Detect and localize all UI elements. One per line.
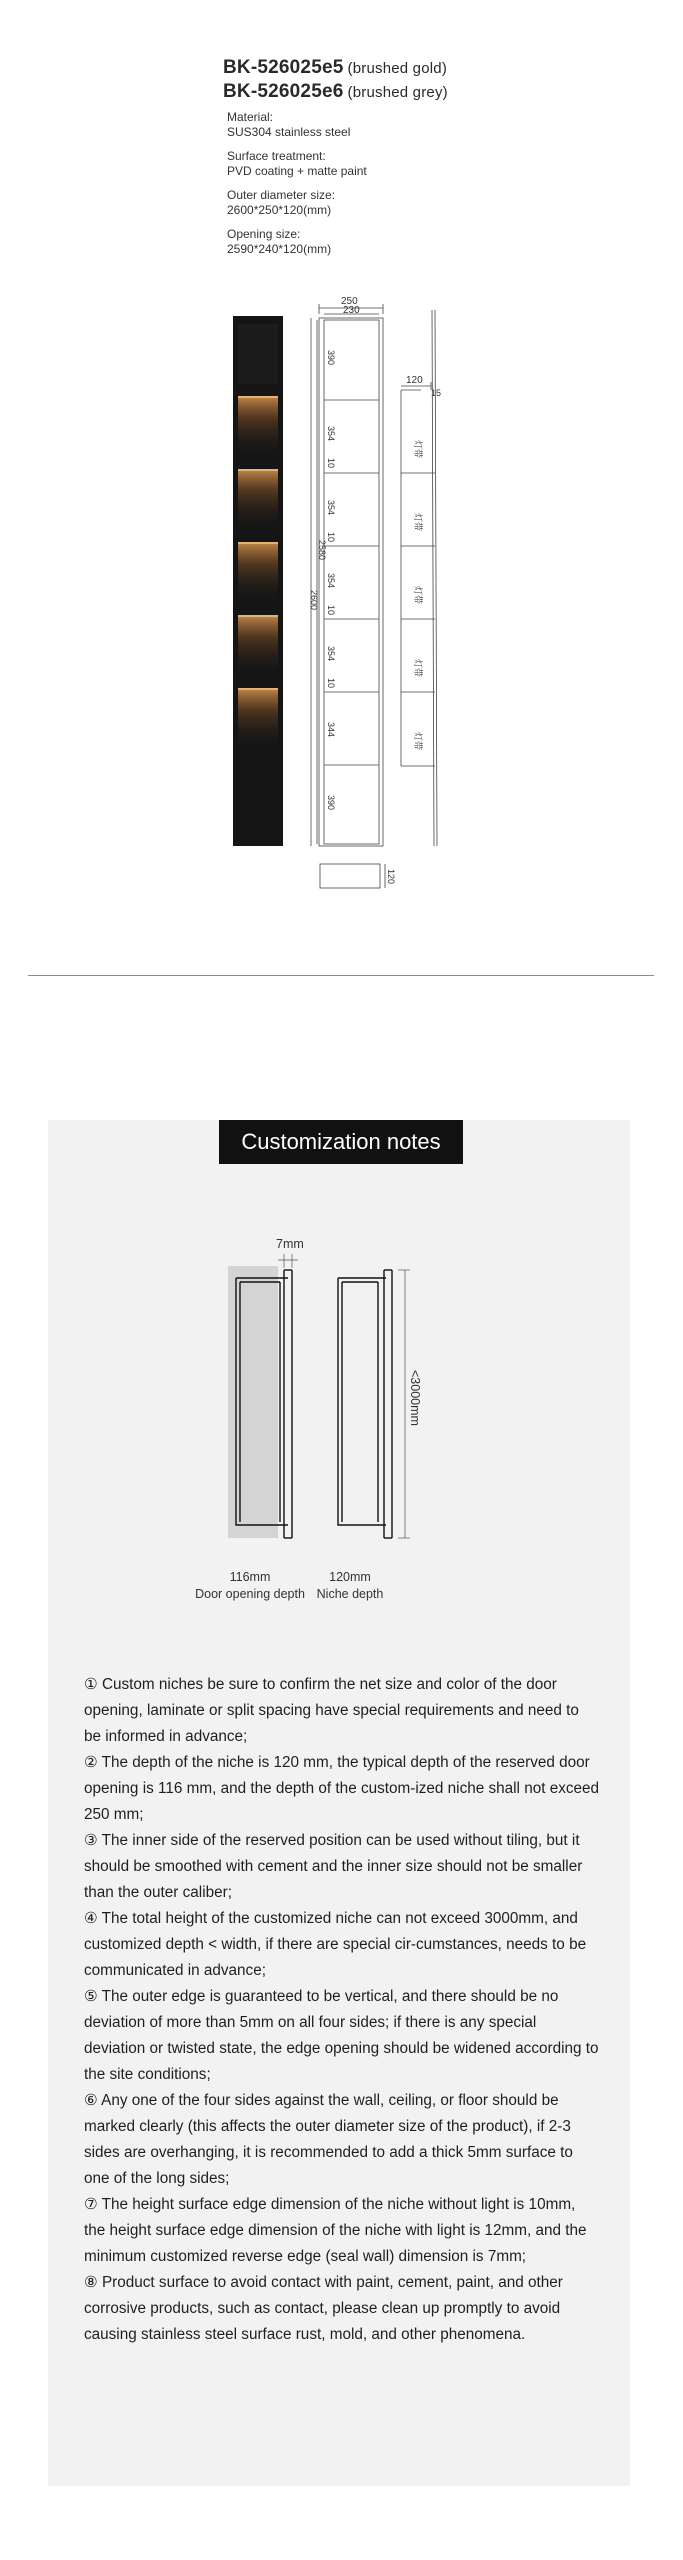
model-finish: (brushed grey) — [347, 84, 448, 101]
spec-material — [227, 110, 543, 140]
spec-list — [227, 110, 543, 257]
dim-segment: 354 — [326, 500, 336, 516]
note-item: ② The depth of the niche is 120 mm, the typical depth of the reserved door opening is 116 mm, and the depth of the custom-ized niche shall not exceed 250 mm; — [84, 1754, 600, 1823]
dim-segment: 354 — [326, 646, 336, 662]
niche-photo — [233, 316, 283, 846]
model-line — [223, 80, 543, 104]
depth-diagram — [198, 1220, 422, 1540]
spec-label: Material: — [227, 110, 274, 124]
dim-segment: 10 — [326, 605, 336, 616]
note-item: ① Custom niches be sure to confirm the net size and color of the door opening, laminate or split spacing have special requirements and need to be informed in advance; — [84, 1676, 579, 1745]
bottom-plan — [320, 864, 385, 888]
notes-title: Customization notes — [219, 1120, 463, 1164]
lamp-label: 灯带 — [413, 732, 423, 751]
niche-depth-value: 120mm — [329, 1570, 371, 1584]
dim-inner-height: 2580 — [317, 540, 327, 561]
technical-drawing — [225, 290, 465, 900]
note-item: ⑤ The outer edge is guaranteed to be vertical, and there should be no deviation of more than 5mm on all four sides; if there is any special deviation or twisted state, the edge opening should be widened according to the site conditions; — [84, 1988, 599, 2083]
dim-side-depth: 120 — [406, 375, 423, 386]
note-item: ⑦ The height surface edge dimension of the niche without light is 10mm, the height surface edge dimension of the niche with light is 12mm, and the minimum customized reverse edge (seal wall) dimension is 7mm; — [84, 2196, 587, 2265]
dim-side-edge: 15 — [431, 388, 442, 398]
dim-top-outer: 250 — [341, 296, 358, 307]
edge-dimension-label: 7mm — [276, 1237, 304, 1251]
dim-top-inner: 230 — [343, 305, 360, 316]
dim-segment: 390 — [326, 795, 336, 811]
product-header — [223, 56, 543, 266]
lamp-labels — [413, 440, 424, 750]
front-elevation — [311, 304, 383, 846]
dim-segment: 344 — [326, 722, 336, 738]
niche-depth-caption: Niche depth — [316, 1587, 384, 1601]
model-finish: (brushed gold) — [347, 60, 448, 77]
right-niche-outline — [338, 1278, 386, 1525]
note-item: ⑧ Product surface to avoid contact with paint, cement, paint, and other corrosive products, such as contact, please clean up promptly to avoid causing stainless steel surface rust, mold, and other phenomena. — [84, 2274, 563, 2343]
lamp-label: 灯带 — [413, 586, 423, 605]
notes-list — [84, 1672, 600, 2348]
door-depth-caption: Door opening depth — [195, 1587, 305, 1601]
model-code: BK-526025e6 — [223, 81, 344, 102]
dim-overall-height: 2600 — [309, 590, 319, 611]
dim-segment: 390 — [326, 350, 336, 366]
note-item: ③ The inner side of the reserved position can be used without tiling, but it should be smoothed with cement and the inner size should not be smaller than the outer caliber; — [84, 1832, 583, 1901]
lamp-label: 灯带 — [413, 659, 423, 678]
spec-outer-size — [227, 188, 543, 218]
lamp-label: 灯带 — [413, 513, 423, 532]
segment-dimensions — [326, 350, 336, 810]
spec-value: PVD coating + matte paint — [227, 164, 367, 178]
door-depth-value: 116mm — [229, 1570, 271, 1584]
dim-segment: 354 — [326, 573, 336, 589]
note-item: ⑥ Any one of the four sides against the wall, ceiling, or floor should be marked clearly (this affects the outer diameter size of the product), if 2-3 sides are overhanging, it is recommended to add a thick 5mm surface to one of the long sides; — [84, 2092, 573, 2187]
spec-label: Outer diameter size: — [227, 188, 336, 202]
dim-bottom-depth: 120 — [386, 869, 396, 885]
spec-label: Surface treatment: — [227, 149, 326, 163]
model-code: BK-526025e5 — [223, 57, 344, 78]
spec-label: Opening size: — [227, 227, 301, 241]
dim-segment: 10 — [326, 678, 336, 689]
customization-panel — [48, 1120, 630, 2486]
spec-value: 2600*250*120(mm) — [227, 203, 332, 217]
model-line — [223, 56, 543, 80]
dim-segment: 354 — [326, 426, 336, 442]
dim-segment: 10 — [326, 532, 336, 543]
spec-opening-size — [227, 227, 543, 257]
lamp-label: 灯带 — [413, 440, 423, 459]
spec-value: 2590*240*120(mm) — [227, 242, 332, 256]
note-item: ④ The total height of the customized niche can not exceed 3000mm, and customized depth < width, if there are special cir-cumstances, needs to be communicated in advance; — [84, 1910, 587, 1979]
dim-segment: 10 — [326, 458, 336, 469]
spec-surface — [227, 149, 543, 179]
spec-value: SUS304 stainless steel — [227, 125, 351, 139]
height-dimension-label: <3000mm — [408, 1370, 422, 1426]
section-divider — [28, 975, 654, 976]
